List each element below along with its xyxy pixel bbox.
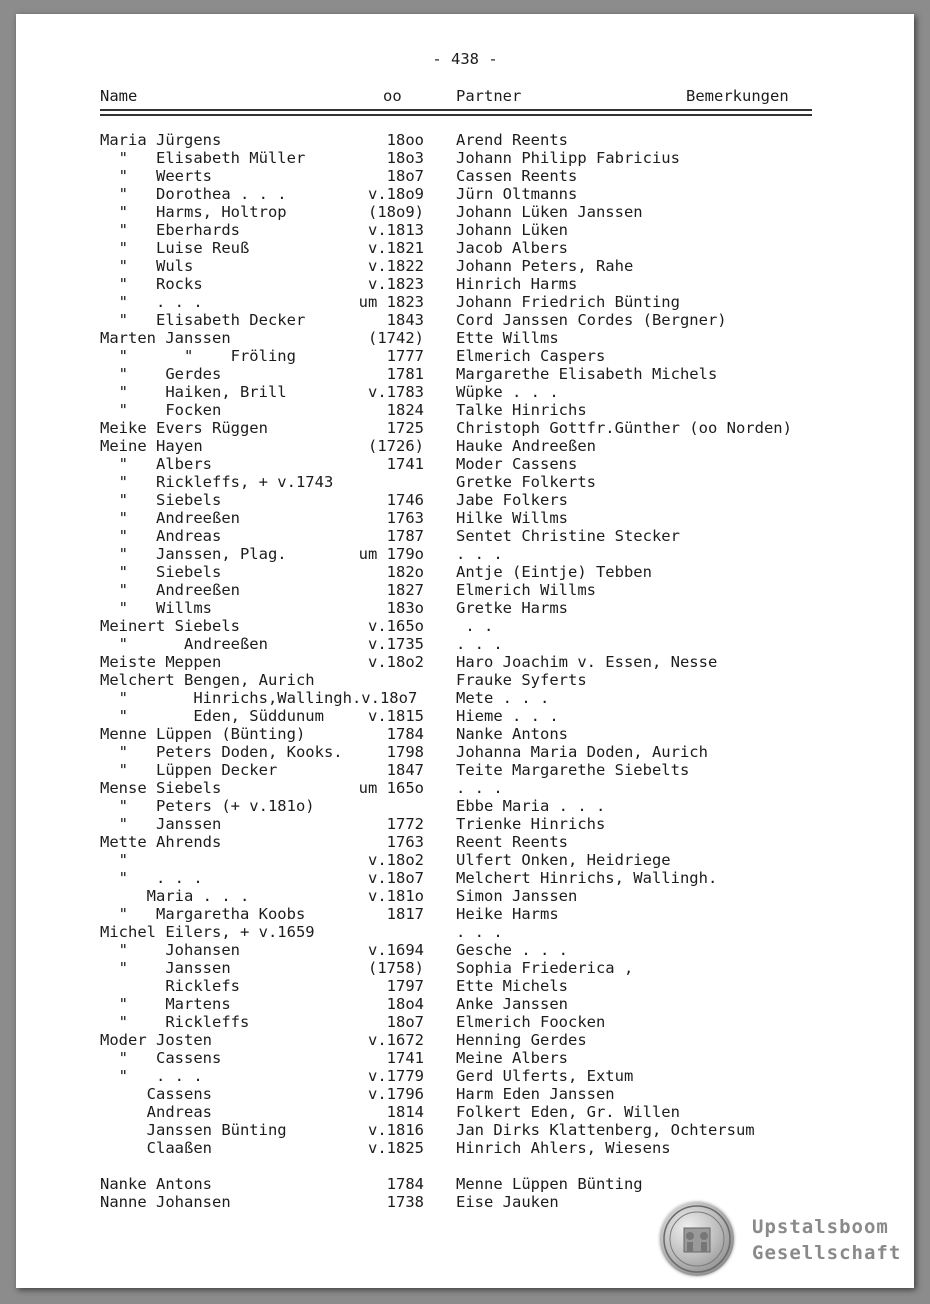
entry-year: v.165o [368,617,424,635]
list-item [16,671,914,689]
list-item [16,275,914,293]
entry-name: " Eden, Süddunum [100,707,324,725]
entry-partner: Heike Harms [456,905,559,923]
entry-name: " . . . [100,1067,203,1085]
entry-year: v.1694 [368,941,424,959]
entry-name: " Peters (+ v.181o) [100,797,315,815]
entry-name: Nanne Johansen [100,1193,231,1211]
list-item [16,635,914,653]
list-item [16,959,914,977]
entry-year: 1777 [386,347,424,365]
entry-name: Maria Jürgens [100,131,222,149]
list-item [16,545,914,563]
entry-year: 183o [386,599,424,617]
entry-year: v.1779 [368,1067,424,1085]
entry-name: " Albers [100,455,212,473]
entry-partner: Elmerich Willms [456,581,596,599]
entry-name: " Gerdes [100,365,222,383]
entry-name: " Weerts [100,167,212,185]
list-item [16,257,914,275]
list-item [16,419,914,437]
list-item [16,221,914,239]
list-item [16,581,914,599]
list-item [16,329,914,347]
entry-partner: Folkert Eden, Gr. Willen [456,1103,680,1121]
entry-name: " Johansen [100,941,240,959]
list-item [16,401,914,419]
entry-name: " Wuls [100,257,194,275]
entry-name: " Siebels [100,563,222,581]
entry-name: " Lüppen Decker [100,761,278,779]
entry-name: Maria . . . [100,887,250,905]
entry-year: 1827 [386,581,424,599]
entry-year: 1787 [386,527,424,545]
entry-year: v.1823 [368,275,424,293]
entry-partner: Ebbe Maria . . . [456,797,606,815]
entry-partner: Ulfert Onken, Heidriege [456,851,671,869]
entry-year: 1746 [386,491,424,509]
entry-name: " Cassens [100,1049,222,1067]
entry-name: " Janssen, Plag. [100,545,287,563]
entry-name: Janssen Bünting [100,1121,287,1139]
list-item [16,149,914,167]
entry-partner: Ette Willms [456,329,559,347]
entry-partner: Cord Janssen Cordes (Bergner) [456,311,727,329]
list-item [16,455,914,473]
entry-partner: Harm Eden Janssen [456,1085,615,1103]
entry-partner: . . . [456,923,503,941]
entry-partner: Christoph Gottfr.Günther (oo Norden) [456,419,792,437]
double-rule-divider [100,109,812,116]
watermark-line-1: Upstalsboom [752,1216,889,1238]
list-item [16,1139,914,1157]
entry-year: 1741 [386,1049,424,1067]
entry-name: " . . . [100,293,203,311]
entry-partner: Gretke Harms [456,599,568,617]
entry-partner: Jacob Albers [456,239,568,257]
list-item [16,1049,914,1067]
list-item [16,815,914,833]
entry-name: " Martens [100,995,231,1013]
entry-year: 1843 [386,311,424,329]
entry-partner: Anke Janssen [456,995,568,1013]
list-item [16,599,914,617]
entry-name: Meine Hayen [100,437,203,455]
entry-year: v.18o2 [368,653,424,671]
entry-year: 18o4 [386,995,424,1013]
list-item [16,239,914,257]
entry-year: v.18o9 [368,185,424,203]
entry-partner: Hieme . . . [456,707,559,725]
list-item [16,689,914,707]
watermark-line-2: Gesellschaft [752,1242,902,1264]
list-item [16,167,914,185]
entry-name: " Andreeßen [100,509,240,527]
header-remarks: Bemerkungen [686,87,789,105]
list-item [16,653,914,671]
entry-year: v.1672 [368,1031,424,1049]
entry-partner: Menne Lüppen Bünting [456,1175,643,1193]
entry-name: " Haiken, Brill [100,383,287,401]
list-item [16,833,914,851]
entry-name: Menne Lüppen (Bünting) [100,725,306,743]
entry-partner: . . . [456,779,503,797]
entry-partner: Margarethe Elisabeth Michels [456,365,718,383]
entry-name: " " Fröling [100,347,296,365]
entry-partner: Trienke Hinrichs [456,815,606,833]
list-item [16,1031,914,1049]
entry-partner: Jabe Folkers [456,491,568,509]
entry-name: " Andreeßen [100,635,268,653]
entry-partner: Cassen Reents [456,167,578,185]
entry-partner: Teite Margarethe Siebelts [456,761,690,779]
list-item [16,1121,914,1139]
entry-partner: Elmerich Foocken [456,1013,606,1031]
entry-name: " Luise Reuß [100,239,250,257]
entry-partner: Jan Dirks Klattenberg, Ochtersum [456,1121,755,1139]
entry-year: 1772 [386,815,424,833]
list-item [16,977,914,995]
entry-partner: . . . [456,545,503,563]
entry-partner: Ette Michels [456,977,568,995]
list-item [16,779,914,797]
list-item [16,131,914,149]
entry-partner: Johann Lüken [456,221,568,239]
entry-year: um 165o [358,779,424,797]
entry-year: 1797 [386,977,424,995]
entry-partner: Hinrich Ahlers, Wiesens [456,1139,671,1157]
list-item [16,383,914,401]
entry-partner: Frauke Syferts [456,671,587,689]
header-partner: Partner [456,87,522,105]
entry-name: " Janssen [100,959,231,977]
entry-name: " Andreas [100,527,222,545]
list-item [16,347,914,365]
entry-year: 1741 [386,455,424,473]
entry-year: 1763 [386,833,424,851]
entry-name: " Margaretha Koobs [100,905,306,923]
entry-year: v.18o2 [368,851,424,869]
list-item [16,365,914,383]
list-item [16,707,914,725]
entry-year: 1814 [386,1103,424,1121]
entry-year: 18o3 [386,149,424,167]
entry-year: (1726) [368,437,424,455]
list-item [16,185,914,203]
list-item [16,311,914,329]
entry-name: Ricklefs [100,977,240,995]
entry-year: 1725 [386,419,424,437]
list-item [16,509,914,527]
entry-partner: Talke Hinrichs [456,401,587,419]
entry-name: Nanke Antons [100,1175,212,1193]
entry-name: " Rickleffs, + v.1743 [100,473,334,491]
entry-name: " Rocks [100,275,203,293]
watermark [660,1200,910,1280]
entry-year: v.1825 [368,1139,424,1157]
entry-year: 1763 [386,509,424,527]
entry-name: " Hinrichs,Wallingh.v.18o7 [100,689,418,707]
entry-partner: Antje (Eintje) Tebben [456,563,652,581]
entry-year: (1742) [368,329,424,347]
entry-partner: Arend Reents [456,131,568,149]
list-item [16,1103,914,1121]
entry-partner: Nanke Antons [456,725,568,743]
list-item [16,437,914,455]
entry-year: 1784 [386,725,424,743]
list-item [16,293,914,311]
entry-name: Moder Josten [100,1031,212,1049]
entry-name: Meike Evers Rüggen [100,419,268,437]
entry-partner: Sentet Christine Stecker [456,527,680,545]
entry-year: 18oo [386,131,424,149]
entry-year: 1781 [386,365,424,383]
entry-partner: Wüpke . . . [456,383,559,401]
entry-partner: Gretke Folkerts [456,473,596,491]
list-item [16,725,914,743]
entry-name: Michel Eilers, + v.1659 [100,923,315,941]
entry-partner: Meine Albers [456,1049,568,1067]
entry-name: " Andreeßen [100,581,240,599]
entry-name: " Focken [100,401,222,419]
header-oo: oo [383,87,402,105]
entry-partner: Johann Friedrich Bünting [456,293,680,311]
entry-partner: Henning Gerdes [456,1031,587,1049]
document-page [16,14,914,1288]
entry-name: Melchert Bengen, Aurich [100,671,315,689]
list-item [16,995,914,1013]
entry-name: " Willms [100,599,212,617]
entry-partner: Jürn Oltmanns [456,185,578,203]
entry-partner: Sophia Friederica , [456,959,634,977]
entry-year: 1817 [386,905,424,923]
entry-partner: Hinrich Harms [456,275,578,293]
entry-year: 1738 [386,1193,424,1211]
list-item [16,1175,914,1193]
entry-year: um 1823 [358,293,424,311]
entry-name: Andreas [100,1103,212,1121]
entry-partner: Reent Reents [456,833,568,851]
entry-year: (1758) [368,959,424,977]
entry-partner: Hauke Andreeßen [456,437,596,455]
entry-year: v.1816 [368,1121,424,1139]
entry-name: Cassens [100,1085,212,1103]
entry-name: " Eberhards [100,221,240,239]
header-name: Name [100,87,138,105]
entry-name: " Elisabeth Müller [100,149,306,167]
entry-year: v.181o [368,887,424,905]
entry-name: Meinert Siebels [100,617,240,635]
entry-partner: Haro Joachim v. Essen, Nesse [456,653,718,671]
entry-partner: Johann Philipp Fabricius [456,149,680,167]
entry-year: 18o7 [386,1013,424,1031]
entry-partner: Mete . . . [456,689,550,707]
entry-year: 1847 [386,761,424,779]
entry-year: 1784 [386,1175,424,1193]
list-item [16,203,914,221]
list-item [16,743,914,761]
entry-year: v.18o7 [368,869,424,887]
entry-name: " Harms, Holtrop [100,203,287,221]
entry-year: um 179o [358,545,424,563]
entry-partner: . . [456,617,494,635]
entry-partner: Gerd Ulferts, Extum [456,1067,634,1085]
list-item [16,887,914,905]
entry-year: 1798 [386,743,424,761]
list-item [16,905,914,923]
list-item [16,869,914,887]
entry-name: " Dorothea . . . [100,185,287,203]
upstalsboom-seal-icon [660,1202,734,1276]
page-number: - 438 - [432,50,498,68]
list-item [16,761,914,779]
entry-partner: Hilke Willms [456,509,568,527]
entry-year: v.1783 [368,383,424,401]
entry-name: " Janssen [100,815,222,833]
entry-name: Meiste Meppen [100,653,222,671]
entry-year: v.1813 [368,221,424,239]
entry-year: 1824 [386,401,424,419]
entry-partner: Simon Janssen [456,887,578,905]
entry-year: (18o9) [368,203,424,221]
entry-name: " Rickleffs [100,1013,250,1031]
list-item [16,527,914,545]
entry-name: " Peters Doden, Kooks. [100,743,343,761]
list-item [16,563,914,581]
list-item [16,491,914,509]
entry-partner: Elmerich Caspers [456,347,606,365]
list-item [16,941,914,959]
list-item [16,1067,914,1085]
entry-partner: Johann Lüken Janssen [456,203,643,221]
entry-name: Claaßen [100,1139,212,1157]
entry-name: Mette Ahrends [100,833,222,851]
entry-name: Mense Siebels [100,779,222,797]
entry-partner: Johann Peters, Rahe [456,257,634,275]
entry-partner: Moder Cassens [456,455,578,473]
list-item [16,797,914,815]
list-item [16,473,914,491]
entry-partner: Gesche . . . [456,941,568,959]
entry-name: Marten Janssen [100,329,231,347]
list-item [16,617,914,635]
entry-partner: Johanna Maria Doden, Aurich [456,743,708,761]
entry-year: v.1815 [368,707,424,725]
entry-name: " [100,851,128,869]
entry-partner: . . . [456,635,503,653]
entry-name: " . . . [100,869,203,887]
list-item [16,923,914,941]
entries-list [16,131,914,1211]
entry-year: v.1796 [368,1085,424,1103]
entry-partner: Melchert Hinrichs, Wallingh. [456,869,718,887]
entry-name: " Elisabeth Decker [100,311,306,329]
list-item [16,1013,914,1031]
entry-year: 18o7 [386,167,424,185]
entry-year: v.1822 [368,257,424,275]
entry-name: " Siebels [100,491,222,509]
list-item [16,1085,914,1103]
entry-year: v.1735 [368,635,424,653]
entry-year: 182o [386,563,424,581]
list-item [16,851,914,869]
entry-year: v.1821 [368,239,424,257]
entry-partner: Eise Jauken [456,1193,559,1211]
